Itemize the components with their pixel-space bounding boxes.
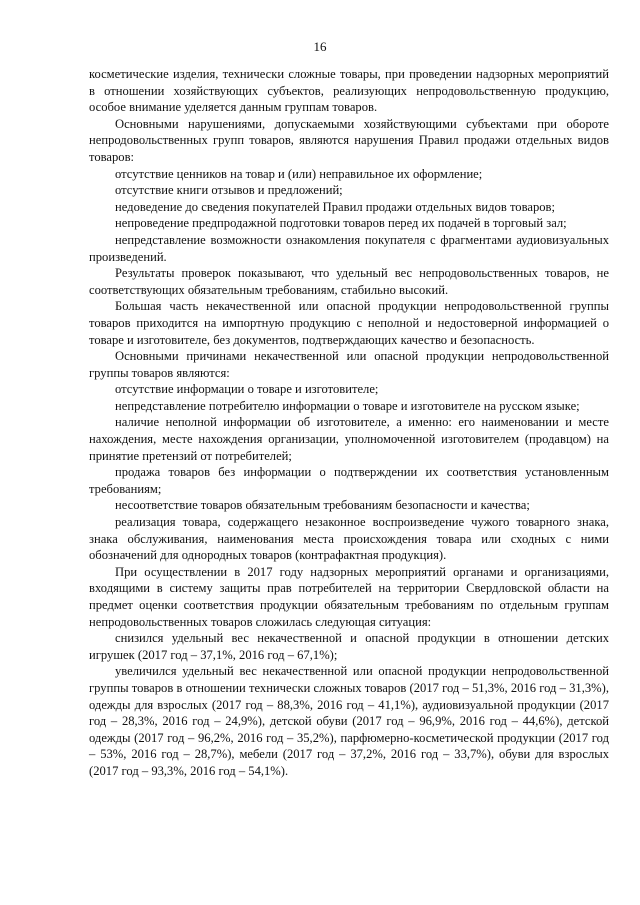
list-item: отсутствие книги отзывов и предложений; — [115, 183, 343, 198]
list-item: непроведение предпродажной подготовки товаров перед их подачей в торговый зал; — [115, 216, 567, 231]
paragraph: Результаты проверок показывают, что удельный вес непродовольственных товаров, не соответствующих обязательным требованиям, стабильно высокий. — [89, 266, 609, 297]
list-item: непредставление потребителю информации о товаре и изготовителе на русском языке; — [115, 398, 580, 413]
list-item: несоответствие товаров обязательным требованиям безопасности и качества; — [115, 498, 530, 513]
paragraph: Большая часть некачественной или опасной продукции непродовольственной группы товаров приходится на импортную продукцию с неполной и недостоверной информацией о товаре и изготовителе, без документов, подтверждающих качество и безопасность. — [89, 299, 609, 347]
paragraph: Основными нарушениями, допускаемыми хозяйствующими субъектами при обороте непродовольственных групп товаров, являются нарушения Правил продажи отдельных видов товаров: — [89, 116, 609, 164]
paragraph: косметические изделия, технически сложные товары, при проведении надзорных мероприятий в отношении хозяйствующих субъектов, реализующих непродовольственную продукцию, особое внимание уделяется данным группам товаров. — [89, 67, 609, 115]
list-item: недоведение до сведения покупателей Правил продажи отдельных видов товаров; — [115, 199, 555, 214]
list-item: продажа товаров без информации о подтверждении их соответствия установленным требованиям; — [89, 465, 609, 496]
list-item: наличие неполной информации об изготовителе, а именно: его наименовании и месте нахождения, месте нахождения организации, уполномоченной изготовителем (продавцом) на принятие претензий от потребителей; — [89, 415, 609, 463]
list-item: отсутствие ценников на товар и (или) неправильное их оформление; — [115, 166, 483, 181]
paragraph: При осуществлении в 2017 году надзорных мероприятий органами и организациями, входящими в систему защиты прав потребителей на территории Свердловской области на предмет оценки соответствия продукции обязательным требованиям по отдельным группам непродовольственных товаров сложилась следующая ситуация: — [89, 564, 609, 629]
list-item: отсутствие информации о товаре и изготовителе; — [115, 382, 379, 397]
list-item: непредставление возможности ознакомления покупателя с фрагментами аудиовизуальных произведений. — [89, 232, 609, 264]
paragraph: Основными причинами некачественной или опасной продукции непродовольственной группы товаров являются: — [89, 349, 609, 380]
list-item: реализация товара, содержащего незаконное воспроизведение чужого товарного знака, знака обслуживания, наименования места происхождения товара или сходных с ними обозначений для однородных товаров (контрафактная продукция). — [89, 515, 609, 563]
list-item: снизился удельный вес некачественной и опасной продукции в отношении детских игрушек (2017 год – 37,1%, 2016 год – 67,1%); — [89, 631, 609, 662]
document-body — [89, 66, 609, 780]
list-item: увеличился удельный вес некачественной или опасной продукции непродовольственной группы товаров в отношении технически сложных товаров (2017 год – 51,3%, 2016 год – 31,3%), одежды для взрослых (2017 год – 88,3%, 2016 год – 41,1%), аудиовизуальной продукции (2017 год – 28,3%, 2016 год – 24,9%), детской обуви (2017 год – 96,9%, 2016 год – 44,6%), детской одежды (2017 год – 96,2%, 2016 год – 35,2%), парфюмерно-косметической продукции (2017 год – 53%, 2016 год – 28,7%), мебели (2017 год – 37,2%, 2016 год – 33,7%), обуви для взрослых (2017 год – 93,3%, 2016 год – 54,1%). — [89, 664, 609, 778]
page-number: 16 — [313, 39, 327, 54]
